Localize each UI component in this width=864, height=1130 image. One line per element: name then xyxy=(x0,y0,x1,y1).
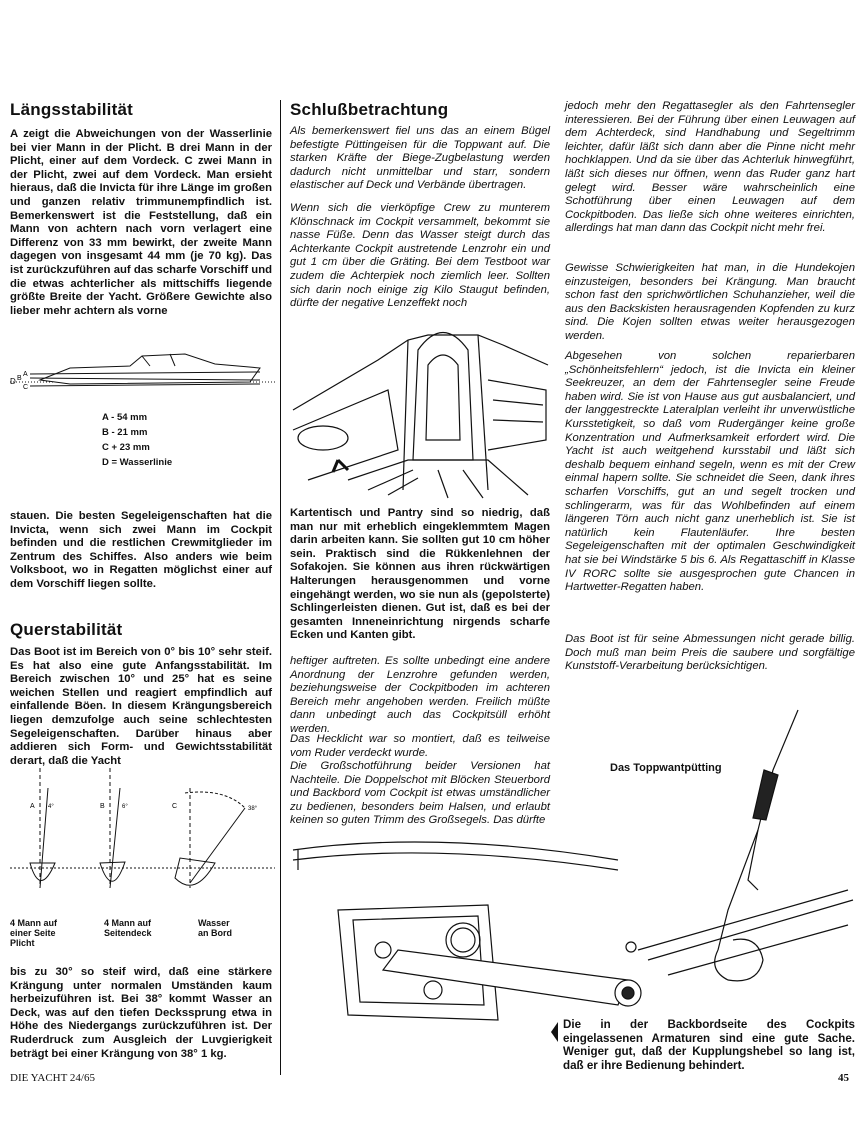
trim-letter-a: A xyxy=(23,371,28,378)
legend-d: D = Wasserlinie xyxy=(102,457,173,468)
laengs-paragraph-2: stauen. Die besten Segeleigenschaften hat die Invicta, wenn sich zwei Mann im Cockpit befinden und die restlichen Crewmitglieder im Zentrum des Schiffes. Also anders wie beim Volksboot, wo in Regatten möglichst einer auf dem Vorschiff liegen sollte. xyxy=(10,510,272,590)
cockpit-instruments-illustration xyxy=(288,710,858,1020)
heel-letter-b: B xyxy=(100,803,105,810)
heading-querstabilitaet: Querstabilität xyxy=(10,620,123,639)
schluss-paragraph-2: Wenn sich die vierköpfige Crew zu munterem Klönschnack im Cockpit versammelt, bekommt sie nasse Füße. Denn das Wasser steigt durch das Achterkante Cockpit austretende Lenzrohr ein und gut 1 cm über die Gräting. Bei dem Testboot war zudem die Achterpiek noch ziemlich leer. Sollten sich darin noch einige zig Kilo Staugut befinden, dürfte der negative Lenzeffekt noch xyxy=(290,202,550,310)
heel-caption-a: 4 Mann auf einer Seite Plicht xyxy=(10,918,58,948)
trim-legend xyxy=(102,410,172,470)
quer-paragraph: Das Boot ist im Bereich von 0° bis 10° sehr steif. Es hat also eine gute Anfangsstabilität. Im Bereich zwischen 10° und 25° hat es seine weichen Stellen und reagiert empfindlich auf einfallende Böen. In diesem Krängungsbereich liegen demzufolge auch seine schlechtesten Segeleigenschaften. Darüber hinaus aber addieren sich Form- und Gewichtsstabilität derart, daß die Yacht xyxy=(10,646,272,767)
footer-page-number: 45 xyxy=(838,1072,849,1084)
heel-caption-b: 4 Mann auf Seitendeck xyxy=(104,918,152,938)
footer-magazine: DIE YACHT 24/65 xyxy=(10,1072,95,1084)
right-paragraph-2: Gewisse Schwierigkeiten hat man, in die Hundekojen einzusteigen, besonders bei Krängung. Man braucht schon fast den sprichwörtlichen Schuhanzieher, weil die aus den Backskisten herausragenden Kopfenden zu kurz sind. Die Kojen sollten etwas weiter herausgezogen werden. xyxy=(565,262,855,342)
right-paragraph-1: jedoch mehr den Regattasegler als den Fahrtensegler interessieren. Bei der Führung über einen Leuwagen auf dem Achterdeck, sind Handhabung und Segeltrimm leichter, dafür läßt sich dann aber die Pinne nicht mehr hochklappen. Und da sie über das Achterluk hinwegführt, läßt sich dieses nur öffnen, wenn das Ruder ganz hart gelegt wird. Besser wäre wahrscheinlich eine Schotführung über einen Leuwagen auf dem Cockpitboden. Das ließe sich ohne weiteres einrichten, allerdings hat man dann das Cockpit nicht mehr frei. xyxy=(565,100,855,235)
column-divider-left xyxy=(280,100,281,1075)
toppwant-title: Das Toppwantpütting xyxy=(610,762,722,774)
schluss-paragraph-5: Die Großschotführung beider Versionen hat Nachteile. Die Doppelschot mit Blöcken Steuerbord und Backbord vom Cockpit ist etwas umständlicher zu bedienen, besonders beim Halsen, und erlaubt keinen so guten Trimm des Großsegels. Das dürfte xyxy=(290,760,550,827)
trim-letter-c: C xyxy=(23,384,29,391)
trim-diagram xyxy=(10,340,275,400)
trim-letter-d: D xyxy=(10,377,16,386)
right-paragraph-4: Das Boot ist für seine Abmessungen nicht gerade billig. Doch muß man beim Preis die saubere und sorgfältige Kunststoff-Verarbeitung berücksichtigen. xyxy=(565,633,855,673)
heel-caption-c: Wasser an Bord xyxy=(198,918,233,938)
schluss-paragraph-1: Als bemerkenswert fiel uns das an einem Bügel befestigte Püttingeisen für die Toppwant auf. Die starken Kräfte der Biege-Zugbelastung werden dadurch nicht unmittelbar und starr, sondern elastischer auf Deck und Verbände übertragen. xyxy=(290,125,550,192)
heel-angle-a: 4° xyxy=(48,804,54,810)
heading-laengsstabilitaet: Längsstabilität xyxy=(10,100,133,119)
heel-angle-b: 6° xyxy=(122,804,128,810)
schluss-paragraph-3: heftiger auftreten. Es sollte unbedingt eine andere Anordnung der Lenzrohre gefunden werden, beziehungsweise der Cockpitboden im achteren Bereich mehr angehoben werden. Freilich müßte dann unbedingt auch das Cockpitsüll erhöht werden. xyxy=(290,655,550,735)
laengs-paragraph: A zeigt die Abweichungen von der Wasserlinie bei vier Mann in der Plicht. B drei Mann in der Plicht, einer auf dem Vordeck. C zwei Mann in der Plicht, zwei auf dem Vordeck. Man ersieht hieraus, daß die Invicta für ihre Länge im großen und ganzen relativ trimmunempfindlich ist. Bemerkenswert ist die Feststellung, daß ein Mann von achtern nach vorn verlagert eine Differenz von 33 mm bewirkt, der zweite Mann dagegen von insgesamt 44 mm (je 70 kg). Das ist zurückzuführen auf das scharfe Vorschiff und die etwas achterlicher als mittschiffs liegende größte Breite der Yacht. Größere Gewichte also lieber mehr achtern als vorne xyxy=(10,128,272,317)
heel-letter-a: A xyxy=(30,803,35,810)
interior-caption: Kartentisch und Pantry sind so niedrig, daß man nur mit erheblich eingeklemmtem Magen darin arbeiten kann. Sie sollten gut 10 cm höher sein. Praktisch sind die Rükkenlehnen der Sofakojen. Sie können aus ihren rückwärtigen Halterungen herausgenommen und vorne eingehängt werden, wo sie nun als (gepolsterte) Schlingerleisten dienen. Gut ist, daß es bei der gesamten Inneneinrichtung nirgends scharfe Ecken und Kanten gibt. xyxy=(290,507,550,642)
trim-letter-b: B xyxy=(17,375,22,382)
legend-c: C + 23 mm xyxy=(102,442,150,453)
quer-paragraph-2: bis zu 30° so steif wird, daß eine stärkere Krängung unter normalen Umständen kaum herbeizuführen ist. Bei 38° kommt Wasser an Deck, was auf den tiefen Deckssprung etwa in Höhe des Niedergangs zurückzuführen ist. Der Ruderdruck zum Ausgleich der Luvgierigkeit beträgt bei einer Krängung von 38° 1 kg. xyxy=(10,966,272,1060)
heading-schlussbetrachtung: Schlußbetrachtung xyxy=(290,100,449,119)
instruments-caption: Die in der Backbordseite des Cockpits eingelassenen Armaturen sind eine gute Sache. Weniger gut, daß der Kupplungshebel so lang ist, daß er ihre Bedienung behindert. xyxy=(563,1018,855,1072)
schluss-paragraph-4: Das Hecklicht war so montiert, daß es teilweise vom Ruder verdeckt wurde. xyxy=(290,733,550,759)
cabin-interior-illustration xyxy=(288,320,553,500)
heel-angle-c: 38° xyxy=(248,806,258,812)
right-paragraph-3: Abgesehen von solchen reparierbaren „Schönheitsfehlern“ jedoch, ist die Invicta ein kleiner Seekreuzer, an dem der Fahrtensegler seine Freude haben wird. Sie ist von Hause aus gut ausbalanciert, und der langgestreckte Lateralplan verleiht ihr unverwüstliche Kursstetigkeit, so daß vom Rudergänger keine große Konzentration und Aufmerksamkeit erfordert wird. Die Yacht ist auch weitgehend kursstabil und läßt sich deshalb bequem einhand segeln, wenn es mit der Crew einmal hapern sollte. Sie schneidet die Seen, dank ihres scharfen Vorschiffs, gut an und segelt trocken und schlingerarm, was für das Wohlbefinden auf einem längeren Törn auch nicht ganz unerheblich ist. Sie ist natürlich kein Flautenläufer. Ihre besten Segeleigenschaften mit der optimalen Geschwindigkeit hat sie bei Windstärke 5 bis 6. Als Regattaschiff in Klasse IV RORC sollte sie ausgesprochen gute Chancen in Hartwetter-Regatten haben. xyxy=(565,350,855,594)
heel-diagram xyxy=(10,768,275,918)
legend-a: A - 54 mm xyxy=(102,412,148,423)
heel-letter-c: C xyxy=(172,803,178,810)
legend-b: B - 21 mm xyxy=(102,427,148,438)
